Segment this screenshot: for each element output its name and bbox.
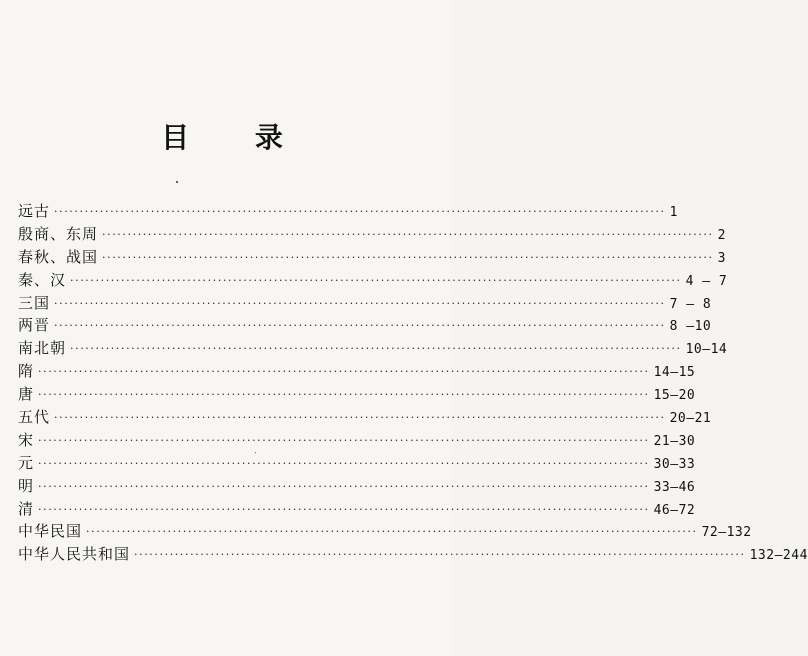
toc-entry-label: 唐 [18, 385, 35, 404]
dot-leader: ························································································································ [38, 502, 650, 516]
toc-entry-pages: 33—46 [653, 479, 696, 495]
page-title: 目 录 [161, 121, 311, 154]
toc-entry-pages: 46—72 [653, 502, 696, 518]
dot-leader: ························································································································ [38, 388, 650, 402]
dot-leader: ························································································································ [54, 205, 666, 218]
toc-entry [18, 246, 726, 269]
toc-entry [18, 223, 726, 246]
toc-entry-pages: 21—30 [653, 433, 696, 449]
toc-entry-pages: 30—33 [653, 456, 696, 472]
toc-entry-label: 远古 [18, 202, 51, 220]
dot-leader: ························································································································ [54, 296, 666, 310]
toc-entry [18, 292, 712, 315]
toc-entry-pages: 3 [717, 250, 726, 266]
toc-entry-label: 春秋、战国 [18, 247, 99, 266]
toc-entry-pages: 1 [669, 205, 678, 220]
toc-entry [18, 498, 696, 521]
dot-leader: ························································································································ [38, 456, 650, 470]
toc-entry-pages: 8 —10 [669, 319, 712, 335]
toc-entry [18, 337, 728, 360]
dot-leader: ························································································································ [38, 365, 650, 379]
toc-entry-label: 三国 [18, 293, 51, 312]
toc-entry [18, 406, 712, 429]
paper-speck [255, 452, 256, 453]
toc-entry-label: 元 [18, 453, 35, 472]
toc-entry-pages: 4 — 7 [685, 273, 728, 289]
toc-entry-pages: 10—14 [685, 342, 728, 358]
dot-leader: ························································································································ [54, 319, 666, 333]
toc-entry-pages: 72—132 [701, 525, 752, 541]
dot-leader: ························································································································ [38, 479, 650, 493]
toc-entry [18, 475, 696, 498]
toc-entry-label: 南北朝 [18, 339, 67, 358]
toc-entry-label: 五代 [18, 408, 51, 427]
toc-entry [18, 520, 752, 543]
toc-entry-label: 中华民国 [18, 522, 83, 541]
toc-entry-label: 殷商、东周 [18, 224, 99, 243]
dot-leader: ························································································································ [70, 342, 682, 356]
toc-entry-label: 宋 [18, 430, 35, 449]
toc-entry-pages: 132—244 [749, 548, 808, 564]
toc-entry-pages: 14—15 [653, 365, 696, 381]
toc-entry [18, 543, 808, 566]
paper-speck [176, 181, 178, 183]
dot-leader: ························································································································ [86, 525, 698, 539]
toc-entry [18, 452, 696, 475]
toc-entry [18, 360, 696, 383]
dot-leader: ························································································································ [38, 433, 650, 447]
table-of-contents [18, 200, 808, 566]
dot-leader: ························································································································ [102, 227, 714, 241]
toc-entry [18, 383, 696, 406]
toc-entry-label: 清 [18, 499, 35, 518]
toc-entry-label: 隋 [18, 362, 35, 381]
toc-entry-label: 秦、汉 [18, 270, 67, 289]
toc-entry-label: 两晋 [18, 316, 51, 335]
toc-entry [18, 314, 712, 337]
dot-leader: ························································································································ [70, 273, 682, 287]
toc-entry [18, 429, 696, 452]
toc-entry-pages: 15—20 [653, 388, 696, 404]
dot-leader: ························································································································ [54, 411, 666, 425]
toc-entry-pages: 7 — 8 [669, 296, 712, 312]
toc-entry [18, 269, 728, 292]
toc-entry-pages: 2 [717, 227, 726, 243]
toc-entry-pages: 20—21 [669, 411, 712, 427]
toc-entry-label: 明 [18, 476, 35, 495]
dot-leader: ························································································································ [134, 548, 746, 562]
toc-entry-label: 中华人民共和国 [18, 545, 131, 564]
toc-entry [18, 200, 678, 223]
dot-leader: ························································································································ [102, 250, 714, 264]
